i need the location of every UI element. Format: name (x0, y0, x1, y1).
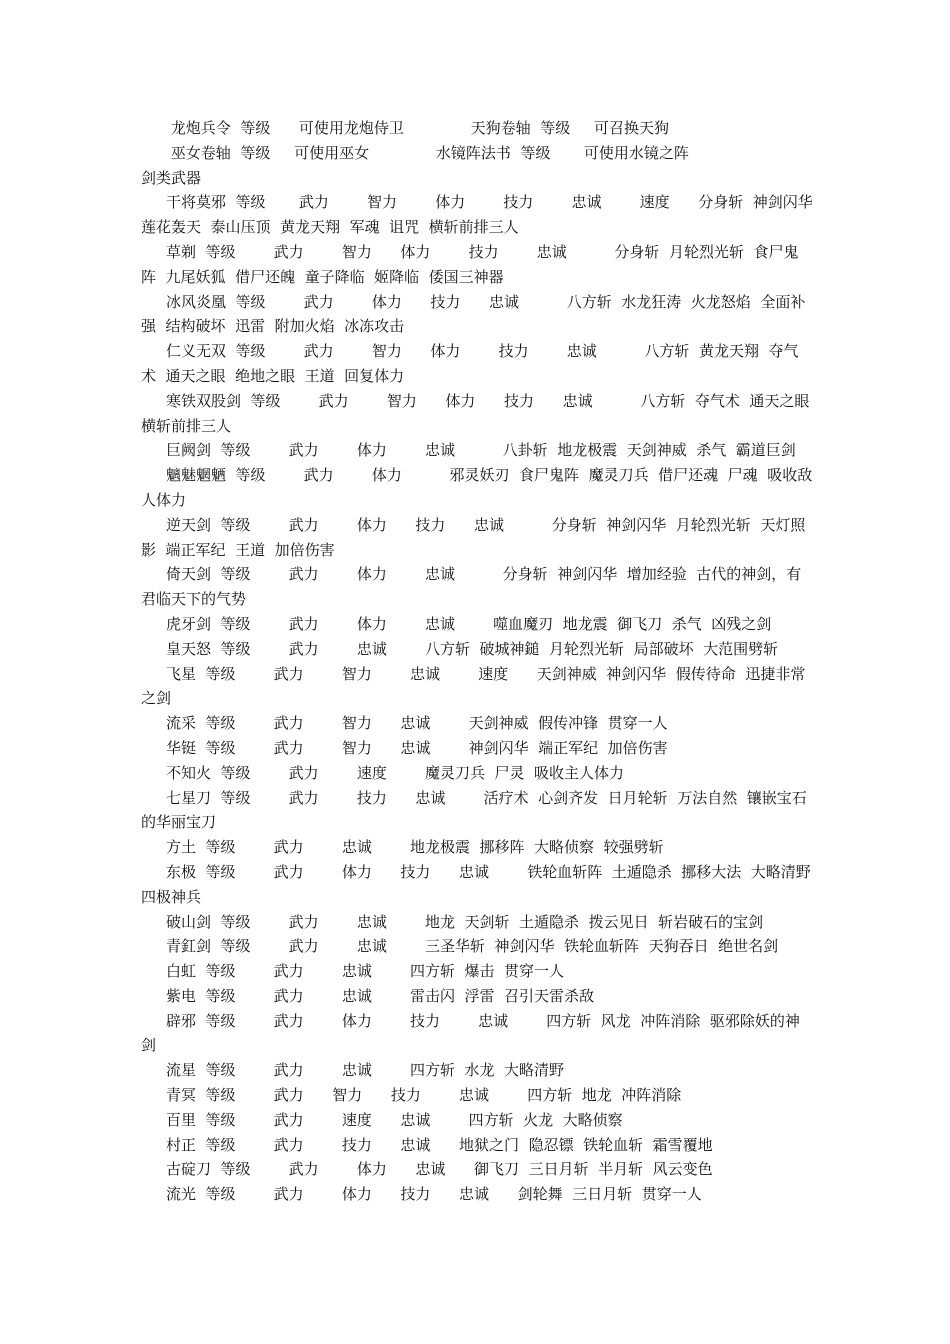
weapon-entry: 魑魅魍魉 等级 武力 体力 邪灵妖刃 食尸鬼阵 魔灵刀兵 借尸还魂 尸魂 吸收敌人体力 (141, 466, 813, 509)
weapon-entry: 草剃 等级 武力 智力 体力 技力 忠诚 分身斩 月轮烈光斩 食尸鬼阵 九尾妖狐 借尸还魄 童子降临 姬降临 倭国三神器 (141, 242, 799, 286)
weapon-entry: 皇天怒 等级 武力 忠诚 八方斩 破城神鎚 月轮烈光斩 局部破坏 大范围劈斩 (166, 639, 779, 658)
weapon-entry: 飞星 等级 武力 智力 忠诚 速度 天剑神威 神剑闪华 假传待命 迅捷非常之剑 (141, 664, 806, 708)
weapon-entry: 白虹 等级 武力 忠诚 四方斩 爆击 贯穿一人 (166, 962, 565, 981)
weapon-entry: 流星 等级 武力 忠诚 四方斩 水龙 大略清野 (166, 1061, 565, 1080)
weapon-entry: 东极 等级 武力 体力 技力 忠诚 铁轮血斩阵 土遁隐杀 挪移大法 大略清野 四极神兵 (141, 862, 821, 906)
weapon-entry: 古碇刀 等级 武力 体力 忠诚 御飞刀 三日月斩 半月斩 风云变色 (166, 1160, 713, 1179)
document-body (141, 116, 823, 1207)
weapon-entry: 仁义无双 等级 武力 智力 体力 技力 忠诚 八方斩 黄龙天翔 夺气术 通天之眼 绝地之眼 王道 回复体力 (141, 342, 799, 385)
weapon-entry: 不知火 等级 武力 速度 魔灵刀兵 尸灵 吸收主人体力 (166, 763, 625, 782)
weapon-entry: 紫电 等级 武力 忠诚 雷击闪 浮雷 召引天雷杀敌 (166, 986, 595, 1005)
weapon-entry: 流采 等级 武力 智力 忠诚 天剑神威 假传冲锋 贯穿一人 (166, 714, 668, 733)
weapon-entry: 破山剑 等级 武力 忠诚 地龙 天剑斩 土遁隐杀 拨云见日 斩岩破石的宝剑 (166, 912, 764, 931)
weapon-entry: 倚天剑 等级 武力 体力 忠诚 分身斩 神剑闪华 增加经验 古代的神剑，有君临天下的气势 (141, 565, 802, 609)
weapon-entry: 方土 等级 武力 忠诚 地龙极震 挪移阵 大略侦察 较强劈斩 (166, 838, 664, 857)
weapon-entry: 流光 等级 武力 体力 技力 忠诚 剑轮舞 三日月斩 贯穿一人 (166, 1185, 702, 1204)
weapon-entry: 寒铁双股剑 等级 武力 智力 体力 技力 忠诚 八方斩 夺气术 通天之眼 横斩前排三人 (141, 391, 819, 435)
weapon-entry: 巨阙剑 等级 武力 体力 忠诚 八卦斩 地龙极震 天剑神威 杀气 霸道巨剑 (166, 441, 796, 460)
weapon-entry: 青釭剑 等级 武力 忠诚 三圣华斩 神剑闪华 铁轮血斩阵 天狗吞日 绝世名剑 (166, 937, 779, 956)
section-heading-swords: 剑类武器 (141, 168, 202, 187)
weapon-entry: 七星刀 等级 武力 技力 忠诚 活疗术 心剑齐发 日月轮斩 万法自然 镶嵌宝石的华丽宝刀 (141, 788, 807, 832)
weapon-entry: 辟邪 等级 武力 体力 技力 忠诚 四方斩 风龙 冲阵消除 驱邪除妖的神剑 (141, 1011, 800, 1055)
weapon-entry: 青冥 等级 武力 智力 技力 忠诚 四方斩 地龙 冲阵消除 (166, 1086, 682, 1105)
weapon-entry: 逆天剑 等级 武力 体力 技力 忠诚 分身斩 神剑闪华 月轮烈光斩 天灯照影 端正军纪 王道 加倍伤害 (141, 515, 806, 559)
item-line-dragon-cannon: 龙炮兵令 等级 可使用龙炮侍卫 天狗卷轴 等级 可召换天狗 (166, 119, 670, 137)
weapon-entry: 百里 等级 武力 速度 忠诚 四方斩 火龙 大略侦察 (166, 1110, 623, 1129)
weapon-entry: 干将莫邪 等级 武力 智力 体力 技力 忠诚 速度 分身斩 神剑闪华 莲花轰天 泰山压顶 黄龙天翔 军魂 诅咒 横斩前排三人 (141, 193, 823, 237)
item-line-miko-scroll: 巫女卷轴 等级 可使用巫女 水镜阵法书 等级 可使用水镜之阵 (166, 143, 689, 162)
weapon-entry: 虎牙剑 等级 武力 体力 忠诚 噬血魔刃 地龙震 御飞刀 杀气 凶残之剑 (166, 614, 772, 633)
weapon-entry: 华铤 等级 武力 智力 忠诚 神剑闪华 端正军纪 加倍伤害 (166, 738, 668, 757)
weapon-entry: 村正 等级 武力 技力 忠诚 地狱之门 隐忍镖 铁轮血斩 霜雪覆地 (166, 1135, 713, 1154)
weapon-entry: 冰风炎凰 等级 武力 体力 技力 忠诚 八方斩 水龙狂涛 火龙怒焰 全面补强 结构破坏 迅雷 附加火焰 冰冻攻击 (141, 292, 806, 336)
